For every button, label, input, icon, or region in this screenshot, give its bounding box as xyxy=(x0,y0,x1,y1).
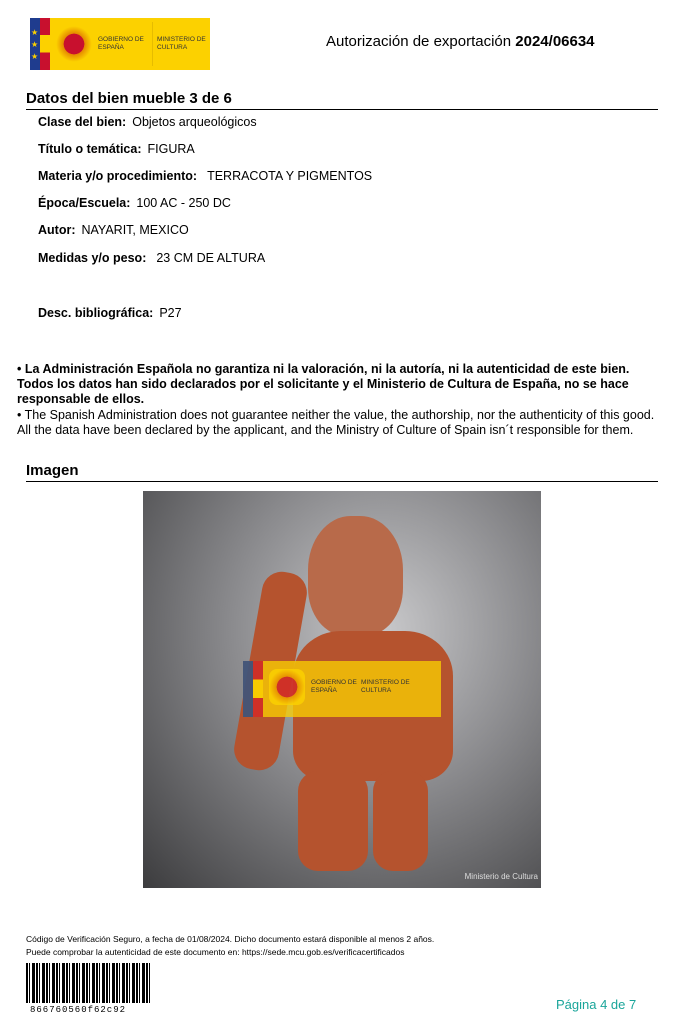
field-epoca: Época/Escuela: 100 AC - 250 DC xyxy=(38,196,231,210)
field-clase: Clase del bien: Objetos arqueológicos xyxy=(38,115,257,129)
barcode xyxy=(26,963,150,1003)
title-prefix: Autorización de exportación xyxy=(326,33,516,50)
field-autor: Autor: NAYARIT, MEXICO xyxy=(38,223,189,237)
document-title xyxy=(326,33,595,50)
page-number: Página 4 de 7 xyxy=(556,997,637,1012)
verification-url-note: Puede comprobar la autenticidad de este documento en: https://sede.mcu.gob.es/verificacertificados xyxy=(26,947,405,957)
disclaimer-spanish: • La Administración Española no garantiza ni la valoración, ni la autoría, ni la autenticidad de este bien. Todos los datos han sido declarados por el solicitante y el Ministerio de Cultura de España, no se hace responsable de ellos. xyxy=(17,362,630,406)
spain-flag-icon xyxy=(40,18,50,70)
field-desc-bibliografica: Desc. bibliográfica: P27 xyxy=(38,306,182,320)
watermark-logo xyxy=(243,661,441,717)
watermark-text-gobierno: GOBIERNO DE ESPAÑA xyxy=(311,679,357,694)
section-title-datos: Datos del bien mueble 3 de 6 xyxy=(26,90,658,110)
government-logo xyxy=(30,18,210,70)
logo-text-gobierno: GOBIERNO DE ESPAÑA xyxy=(98,36,144,51)
verification-note: Código de Verificación Seguro, a fecha de 01/08/2024. Dicho documento estará disponible al menos 2 años. xyxy=(26,934,435,944)
field-medidas: Medidas y/o peso: 23 CM DE ALTURA xyxy=(38,251,266,265)
artifact-photo xyxy=(143,491,541,888)
photo-caption: Ministerio de Cultura xyxy=(464,872,538,881)
watermark-text-ministerio: MINISTERIO DE CULTURA xyxy=(361,679,410,694)
section-title-imagen: Imagen xyxy=(26,462,658,482)
field-titulo: Título o temática: FIGURA xyxy=(38,142,195,156)
eu-flag-icon: ★ ★ ★ xyxy=(30,18,40,70)
logo-text-ministerio: MINISTERIO DE CULTURA xyxy=(157,36,206,51)
coat-of-arms-icon xyxy=(56,26,92,62)
authorization-number: 2024/06634 xyxy=(515,33,595,50)
field-materia: Materia y/o procedimiento: TERRACOTA Y PIGMENTOS xyxy=(38,169,373,183)
verification-code: 866760560f62c92 xyxy=(30,1005,127,1015)
disclaimer-english: • The Spanish Administration does not guarantee neither the value, the authorship, nor the authenticity of this good. All the data have been declared by the applicant, and the Ministry of Culture of Spain isn´t responsible for them. xyxy=(17,408,655,437)
